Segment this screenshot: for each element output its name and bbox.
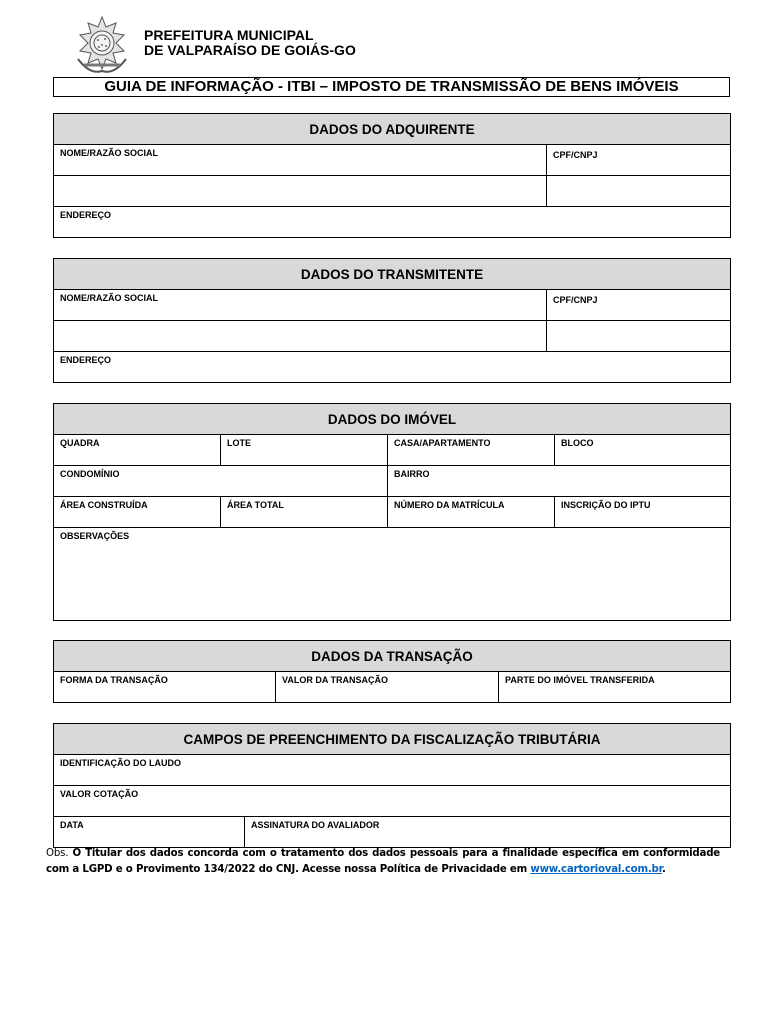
- obs-end: .: [662, 864, 666, 875]
- quadra-field[interactable]: [54, 435, 221, 466]
- adquirente-nome-label: NOME/RAZÃO SOCIAL: [60, 148, 158, 158]
- lote-label: LOTE: [227, 438, 251, 448]
- transmitente-title: DADOS DO TRANSMITENTE: [54, 259, 731, 290]
- assinatura-field[interactable]: [245, 817, 731, 848]
- parte-imovel-label: PARTE DO IMÓVEL TRANSFERIDA: [505, 675, 655, 685]
- valor-transacao-label: VALOR DA TRANSAÇÃO: [282, 675, 388, 685]
- area-construida-label: ÁREA CONSTRUÍDA: [60, 500, 148, 510]
- cotacao-label: VALOR COTAÇÃO: [60, 789, 139, 799]
- transacao-section: [53, 640, 731, 703]
- condominio-label: CONDOMÍNIO: [60, 469, 120, 479]
- adquirente-cpf-label: CPF/CNPJ: [553, 150, 598, 160]
- org-name: [144, 28, 356, 58]
- iptu-field[interactable]: [555, 497, 731, 528]
- coat-of-arms-icon: [72, 15, 132, 77]
- casa-label: CASA/APARTAMENTO: [394, 438, 491, 448]
- transmitente-endereco-label: ENDEREÇO: [60, 355, 112, 365]
- document-title: GUIA DE INFORMAÇÃO - ITBI – IMPOSTO DE TRANSMISSÃO DE BENS IMÓVEIS: [53, 77, 730, 97]
- privacy-note: [46, 846, 720, 878]
- fiscalizacao-section: [53, 723, 731, 848]
- bloco-label: BLOCO: [561, 438, 594, 448]
- matricula-label: NÚMERO DA MATRÍCULA: [394, 500, 505, 510]
- fiscalizacao-title: CAMPOS DE PREENCHIMENTO DA FISCALIZAÇÃO TRIBUTÁRIA: [54, 724, 731, 755]
- cotacao-field[interactable]: [54, 786, 731, 817]
- laudo-label: IDENTIFICAÇÃO DO LAUDO: [60, 758, 181, 768]
- bairro-field[interactable]: [388, 466, 731, 497]
- data-label: DATA: [60, 820, 84, 830]
- forma-transacao-label: FORMA DA TRANSAÇÃO: [60, 675, 168, 685]
- adquirente-section: [53, 113, 731, 238]
- org-line-1: PREFEITURA MUNICIPAL: [144, 27, 314, 43]
- parte-imovel-field[interactable]: [499, 672, 731, 703]
- transmitente-cpf-field[interactable]: [547, 290, 731, 321]
- area-total-label: ÁREA TOTAL: [227, 500, 284, 510]
- transmitente-cpf-input[interactable]: [547, 321, 731, 352]
- transmitente-section: [53, 258, 731, 383]
- transmitente-nome-field[interactable]: [54, 290, 547, 321]
- org-line-2: DE VALPARAÍSO DE GOIÁS-GO: [144, 42, 356, 58]
- casa-field[interactable]: [388, 435, 555, 466]
- condominio-field[interactable]: [54, 466, 388, 497]
- observacoes-label: OBSERVAÇÕES: [60, 531, 130, 541]
- bairro-label: BAIRRO: [394, 469, 430, 479]
- area-total-field[interactable]: [221, 497, 388, 528]
- transmitente-nome-input[interactable]: [54, 321, 547, 352]
- data-field[interactable]: [54, 817, 245, 848]
- lote-field[interactable]: [221, 435, 388, 466]
- laudo-field[interactable]: [54, 755, 731, 786]
- transmitente-nome-label: NOME/RAZÃO SOCIAL: [60, 293, 158, 303]
- adquirente-cpf-field[interactable]: [547, 145, 731, 176]
- imovel-section: [53, 403, 731, 621]
- adquirente-nome-input[interactable]: [54, 176, 547, 207]
- observacoes-field[interactable]: [54, 528, 731, 621]
- adquirente-nome-field[interactable]: [54, 145, 547, 176]
- transmitente-cpf-label: CPF/CNPJ: [553, 295, 598, 305]
- assinatura-label: ASSINATURA DO AVALIADOR: [251, 820, 380, 830]
- privacy-policy-link[interactable]: www.cartorioval.com.br: [530, 864, 663, 875]
- obs-text: O Titular dos dados concorda com o tratamento dos dados pessoais para a finalidade específica em conformidade com a LGPD e o Provimento 134/2022 do CNJ. Acesse nossa Política de Privacidade em: [46, 848, 720, 875]
- forma-transacao-field[interactable]: [54, 672, 276, 703]
- area-construida-field[interactable]: [54, 497, 221, 528]
- adquirente-title: DADOS DO ADQUIRENTE: [54, 114, 731, 145]
- valor-transacao-field[interactable]: [276, 672, 499, 703]
- adquirente-endereco-label: ENDEREÇO: [60, 210, 112, 220]
- adquirente-endereco-field[interactable]: [54, 207, 731, 238]
- matricula-field[interactable]: [388, 497, 555, 528]
- bloco-field[interactable]: [555, 435, 731, 466]
- adquirente-cpf-input[interactable]: [547, 176, 731, 207]
- obs-prefix: Obs.: [46, 848, 69, 859]
- imovel-title: DADOS DO IMÓVEL: [54, 404, 731, 435]
- quadra-label: QUADRA: [60, 438, 100, 448]
- transmitente-endereco-field[interactable]: [54, 352, 731, 383]
- transacao-title: DADOS DA TRANSAÇÃO: [54, 641, 731, 672]
- iptu-label: INSCRIÇÃO DO IPTU: [561, 500, 651, 510]
